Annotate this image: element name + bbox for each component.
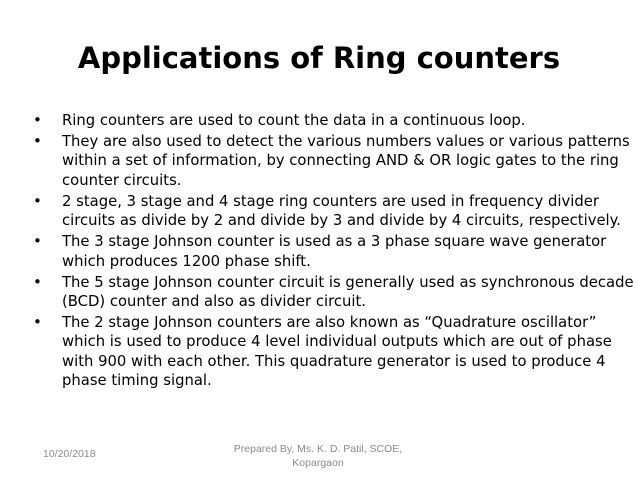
bullet-text: The 2 stage Johnson counters are also known as “Quadrature oscillator” which is used to produce 4 level individual outputs which are out of phase with 900 with each other. This quadrature generator is used to produce 4 phase timing signal. <box>62 314 612 390</box>
bullet-marker: • <box>33 272 42 291</box>
bullet-text: 2 stage, 3 stage and 4 stage ring counters are used in frequency divider circuits as divide by 2 and divide by 3 and divide by 4 circuits, respectively. <box>62 192 622 230</box>
bullet-marker: • <box>33 232 42 251</box>
footer-credit-line: Prepared By, Ms. K. D. Patil, SCOE, <box>233 443 403 455</box>
bullet-text: The 5 stage Johnson counter circuit is generally used as synchronous decade (BCD) counter and also as divider circuit. <box>62 273 634 311</box>
bullet-marker: • <box>33 313 42 332</box>
footer-credit-line: Kopargaon <box>292 457 344 469</box>
bullet-item <box>32 232 634 271</box>
bullet-marker: • <box>33 132 42 150</box>
bullet-item <box>32 313 634 391</box>
bullet-marker: • <box>33 191 42 210</box>
bullet-item <box>32 192 634 231</box>
bullet-item <box>32 132 634 190</box>
bullet-marker: • <box>33 111 42 129</box>
slide-title: Applications of Ring counters <box>77 41 561 75</box>
footer-credit <box>218 442 418 470</box>
bullet-item <box>32 111 634 130</box>
bullet-list <box>32 111 634 392</box>
bullet-text: The 3 stage Johnson counter is used as a 3 phase square wave generator which produces 1200 phase shift. <box>62 233 607 270</box>
footer-date: 10/20/2018 <box>43 448 96 460</box>
bullet-text: They are also used to detect the various numbers values or various patterns within a set of information, by connecting AND & OR logic gates to the ring counter circuits. <box>62 133 630 189</box>
bullet-item <box>32 273 634 312</box>
bullet-text: Ring counters are used to count the data in a continuous loop. <box>62 112 526 129</box>
